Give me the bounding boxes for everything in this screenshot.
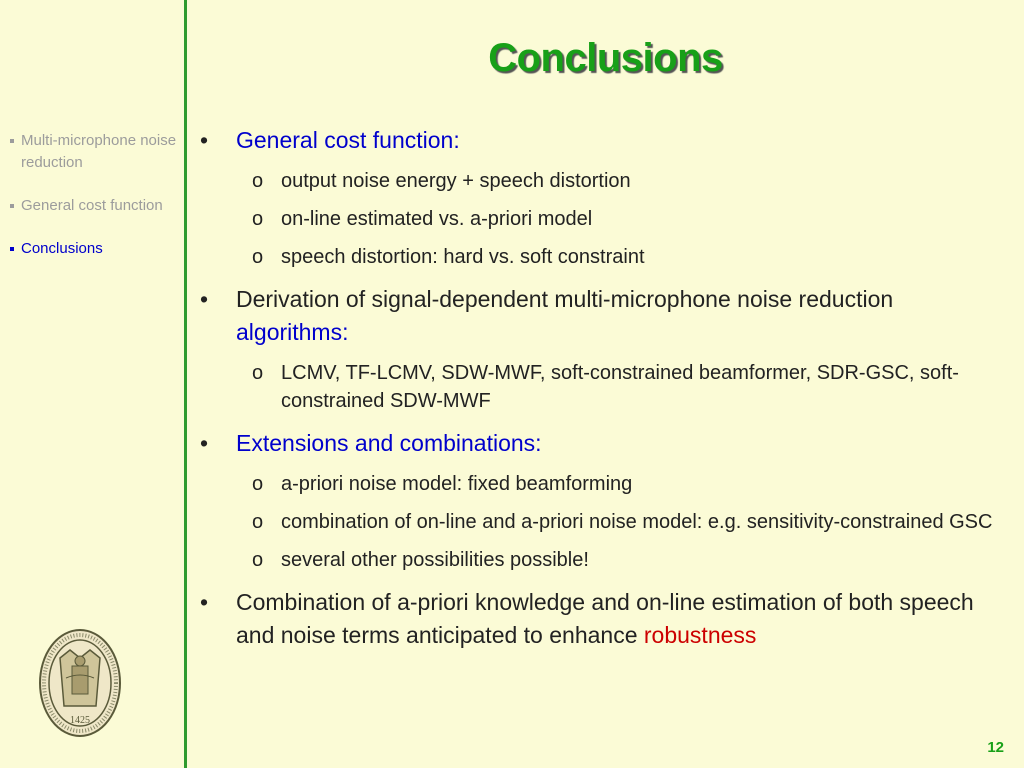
section-nav [10, 130, 178, 281]
sub-bullet-text: output noise energy + speech distortion [281, 170, 631, 192]
nav-item-label: Multi-microphone noise reduction [21, 132, 177, 171]
bullet-square-icon [10, 204, 14, 208]
bullet-item [198, 427, 1008, 460]
bullet-item [198, 586, 1008, 652]
bullet-marker: • [200, 286, 209, 312]
sub-bullet-text: a-priori noise model: fixed beamforming [281, 473, 633, 495]
nav-item-conclusions[interactable] [10, 238, 178, 260]
sub-bullet-text: speech distortion: hard vs. soft constraint [281, 246, 645, 268]
sub-bullet-marker: o [252, 511, 264, 533]
sub-bullet-text: LCMV, TF-LCMV, SDW-MWF, soft-constrained beamformer, SDR-GSC, soft-constrained SDW-MWF [281, 362, 959, 412]
sub-bullet-marker: o [252, 549, 264, 571]
sub-bullet-marker: o [252, 246, 264, 268]
bullet-marker: • [200, 127, 209, 153]
bullet-text: General cost function: [236, 127, 460, 153]
sub-bullet-marker: o [252, 362, 264, 384]
sub-bullet-text: several other possibilities possible! [281, 549, 589, 571]
seal-year: 1425 [70, 715, 90, 726]
nav-item-label: General cost function [21, 197, 163, 214]
slide-title: Conclusions [488, 36, 723, 80]
sub-bullet-item [198, 359, 1008, 415]
vertical-divider [184, 0, 187, 768]
bullet-item [198, 124, 1008, 157]
bullet-square-icon [10, 247, 14, 251]
sub-bullet-text: on-line estimated vs. a-priori model [281, 208, 593, 230]
bullet-marker: • [200, 430, 209, 456]
sub-bullet-item [198, 167, 1008, 195]
sub-bullet-marker: o [252, 473, 264, 495]
nav-item-multi-microphone[interactable] [10, 130, 178, 174]
sub-bullet-item [198, 205, 1008, 233]
bullet-item [198, 283, 1008, 349]
nav-item-general-cost[interactable] [10, 195, 178, 217]
sub-bullet-item [198, 546, 1008, 574]
bullet-highlight: algorithms: [236, 319, 349, 345]
page-number: 12 [987, 739, 1004, 756]
bullet-text: Combination of a-priori knowledge and on-line estimation of both speech and noise terms anticipated to enhance [236, 589, 974, 648]
sub-bullet-item [198, 243, 1008, 271]
university-seal-logo [38, 628, 122, 738]
sidebar [0, 0, 184, 768]
bullet-highlight: robustness [643, 622, 757, 648]
sub-bullet-marker: o [252, 208, 264, 230]
sub-bullet-item [198, 508, 1008, 536]
bullet-text: Extensions and combinations: [236, 430, 542, 456]
bullet-marker: • [200, 589, 209, 615]
sub-bullet-text: combination of on-line and a-priori noise model: e.g. sensitivity-constrained GSC [281, 511, 993, 533]
sub-bullet-item [198, 470, 1008, 498]
slide-content [198, 124, 1008, 652]
nav-item-label: Conclusions [21, 240, 103, 257]
bullet-square-icon [10, 139, 14, 143]
sub-bullet-marker: o [252, 170, 264, 192]
bullet-text: Derivation of signal-dependent multi-microphone noise reduction [236, 286, 894, 312]
